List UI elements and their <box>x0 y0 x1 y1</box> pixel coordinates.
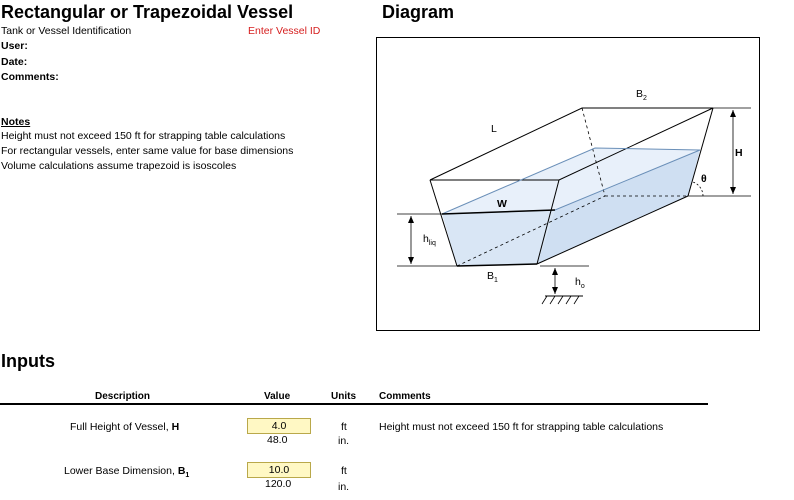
page-title: Rectangular or Trapezoidal Vessel <box>1 2 294 22</box>
arrow-down-icon <box>730 187 736 194</box>
liquid-front-face <box>442 210 555 266</box>
full-height-input[interactable]: 4.0 <box>247 418 311 434</box>
label-theta: θ <box>701 173 707 185</box>
row-comment: Height must not exceed 150 ft for strapping table calculations <box>379 421 664 433</box>
label-l: L <box>491 123 497 135</box>
unit-ft: ft <box>341 465 347 477</box>
col-header-value: Value <box>264 391 291 402</box>
diagram-title: Diagram <box>382 2 455 22</box>
label-b2: $B_2$ <box>636 88 647 103</box>
arrow-up-icon <box>408 216 414 223</box>
inputs-heading: Inputs <box>1 351 55 371</box>
lower-base-inches: 120.0 <box>265 478 292 490</box>
lower-base-input[interactable]: 10.0 <box>247 462 311 478</box>
tank-id-input[interactable]: Enter Vessel ID <box>248 25 321 37</box>
label-ho: $h_o$ <box>575 276 585 291</box>
arrow-up-icon <box>552 268 558 275</box>
vessel-diagram-svg <box>377 38 761 332</box>
header-divider <box>0 403 708 405</box>
row-description: Full Height of Vessel, H <box>70 421 180 433</box>
unit-in: in. <box>338 435 350 447</box>
arrow-up-icon <box>730 110 736 117</box>
user-label: User: <box>1 40 28 52</box>
date-label: Date: <box>1 56 28 68</box>
note-line: For rectangular vessels, enter same value for base dimensions <box>1 145 294 157</box>
label-w: W <box>497 198 507 210</box>
full-height-inches: 48.0 <box>267 434 288 446</box>
col-header-units: Units <box>331 391 356 402</box>
note-line: Volume calculations assume trapezoid is isoscoles <box>1 160 237 172</box>
label-h: H <box>735 147 743 159</box>
unit-in: in. <box>338 481 350 493</box>
row-description: Lower Base Dimension, $B_1$ <box>64 465 190 480</box>
label-b1: $B_1$ <box>487 270 498 285</box>
col-header-description: Description <box>95 391 151 402</box>
ground-hatch-icon <box>542 296 579 304</box>
tank-id-label: Tank or Vessel Identification <box>1 25 132 37</box>
unit-ft: ft <box>341 421 347 433</box>
note-line: Height must not exceed 150 ft for strapping table calculations <box>1 130 286 142</box>
arrow-down-icon <box>408 257 414 264</box>
arrow-down-icon <box>552 287 558 294</box>
label-hliq: $h_{liq}$ <box>423 233 436 248</box>
vessel-diagram <box>376 37 760 331</box>
comments-label: Comments: <box>1 71 59 83</box>
col-header-comments: Comments <box>379 391 431 402</box>
notes-heading: Notes <box>1 116 31 128</box>
